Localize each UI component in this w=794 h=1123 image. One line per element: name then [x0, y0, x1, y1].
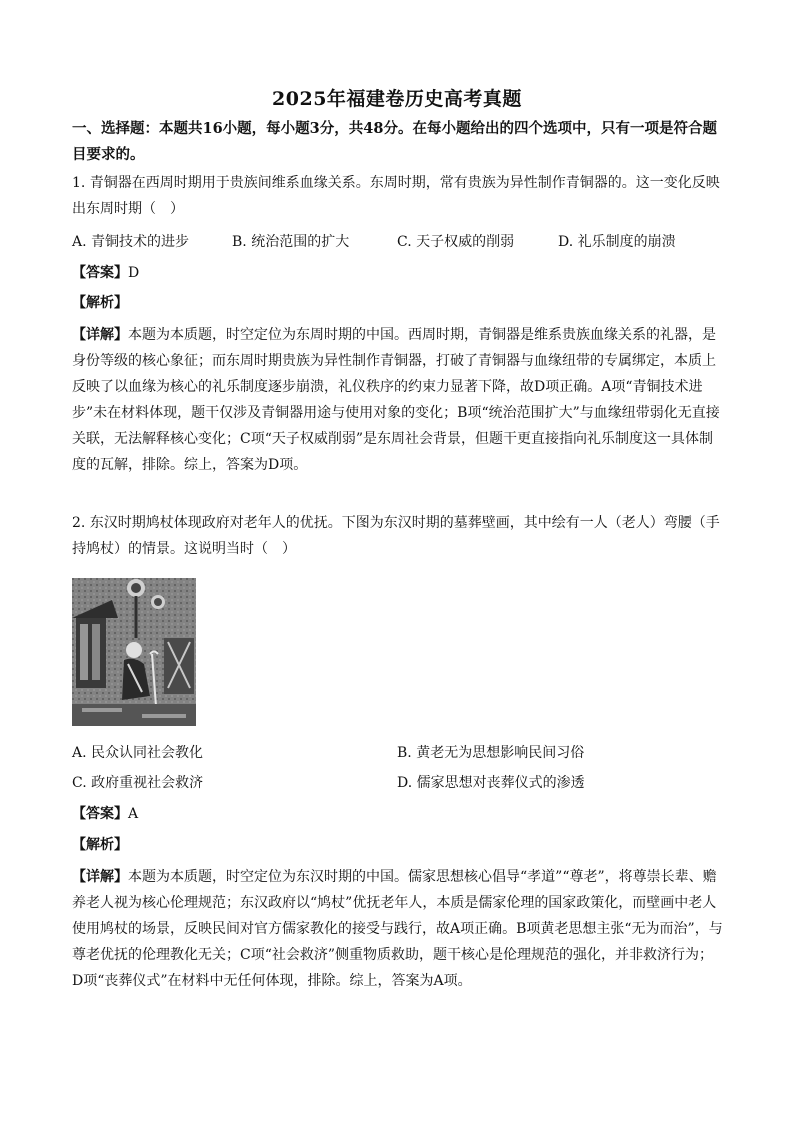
question-2-analysis-label: 【解析】	[72, 837, 128, 853]
tomb-mural-image	[72, 578, 196, 726]
answer-label: 【答案】	[72, 806, 128, 822]
question-2-stem: 2. 东汉时期鸠杖体现政府对老年人的优抚。下图为东汉时期的墓葬壁画，其中绘有一人（老人）弯腰（手持鸠杖）的情景。这说明当时（ ）	[72, 515, 720, 557]
question-1-options	[72, 231, 724, 253]
answer-value: A	[128, 806, 139, 822]
question-2-options-row-2	[72, 772, 724, 794]
page-title: 2025年福建卷历史高考真题	[272, 88, 522, 110]
question-1-option-a: A. 青铜技术的进步	[72, 234, 190, 250]
question-2-option-a: A. 民众认同社会教化	[72, 745, 204, 761]
question-2-options-row-1	[72, 742, 724, 764]
question-2-detail	[72, 864, 724, 994]
answer-label: 【答案】	[72, 265, 128, 281]
answer-value: D	[128, 265, 140, 281]
question-1-detail	[72, 322, 724, 478]
question-1-option-d: D. 礼乐制度的崩溃	[558, 234, 676, 250]
question-2-option-b: B. 黄老无为思想影响民间习俗	[397, 745, 585, 761]
question-1-answer	[72, 262, 139, 284]
question-2-option-c: C. 政府重视社会救济	[72, 775, 204, 791]
question-1-stem: 1. 青铜器在西周时期用于贵族间维系血缘关系。东周时期，常有贵族为异性制作青铜器的。这一变化反映出东周时期（ ）	[72, 175, 720, 217]
question-1-analysis-label: 【解析】	[72, 295, 128, 311]
section-header: 一、选择题：本题共16小题，每小题3分，共48分。在每小题给出的四个选项中，只有一项是符合题目要求的。	[72, 120, 717, 163]
question-2-option-d: D. 儒家思想对丧葬仪式的渗透	[397, 775, 585, 791]
detail-text: 本题为本质题，时空定位为东周时期的中国。西周时期，青铜器是维系贵族血缘关系的礼器，是身份等级的核心象征；而东周时期贵族为异性制作青铜器，打破了青铜器与血缘纽带的专属绑定，本质上反映了以血缘为核心的礼乐制度逐步崩溃，礼仪秩序的约束力显著下降，故D项正确。A项“青铜技术进步”未在材料体现，题干仅涉及青铜器用途与使用对象的变化；B项“统治范围扩大”与血缘纽带弱化无直接关联，无法解释核心变化；C项“天子权威削弱”是东周社会背景，但题干更直接指向礼乐制度这一具体制度的瓦解，排除。综上，答案为D项。	[72, 327, 720, 473]
detail-label: 【详解】	[72, 869, 128, 885]
detail-text: 本题为本质题，时空定位为东汉时期的中国。儒家思想核心倡导“孝道”“尊老”，将尊崇长辈、赡养老人视为核心伦理规范；东汉政府以“鸠杖”优抚老年人，本质是儒家伦理的国家政策化，而壁画中老人使用鸠杖的场景，反映民间对官方儒家教化的接受与践行，故A项正确。B项黄老思想主张“无为而治”，与尊老优抚的伦理教化无关；C项“社会救济”侧重物质救助，题干核心是伦理规范的强化，并非救济行为；D项“丧葬仪式”在材料中无任何体现，排除。综上，答案为A项。	[72, 869, 723, 989]
question-1-option-c: C. 天子权威的削弱	[397, 234, 515, 250]
question-2-answer	[72, 803, 138, 825]
detail-label: 【详解】	[72, 327, 128, 343]
question-1-option-b: B. 统治范围的扩大	[232, 234, 350, 250]
